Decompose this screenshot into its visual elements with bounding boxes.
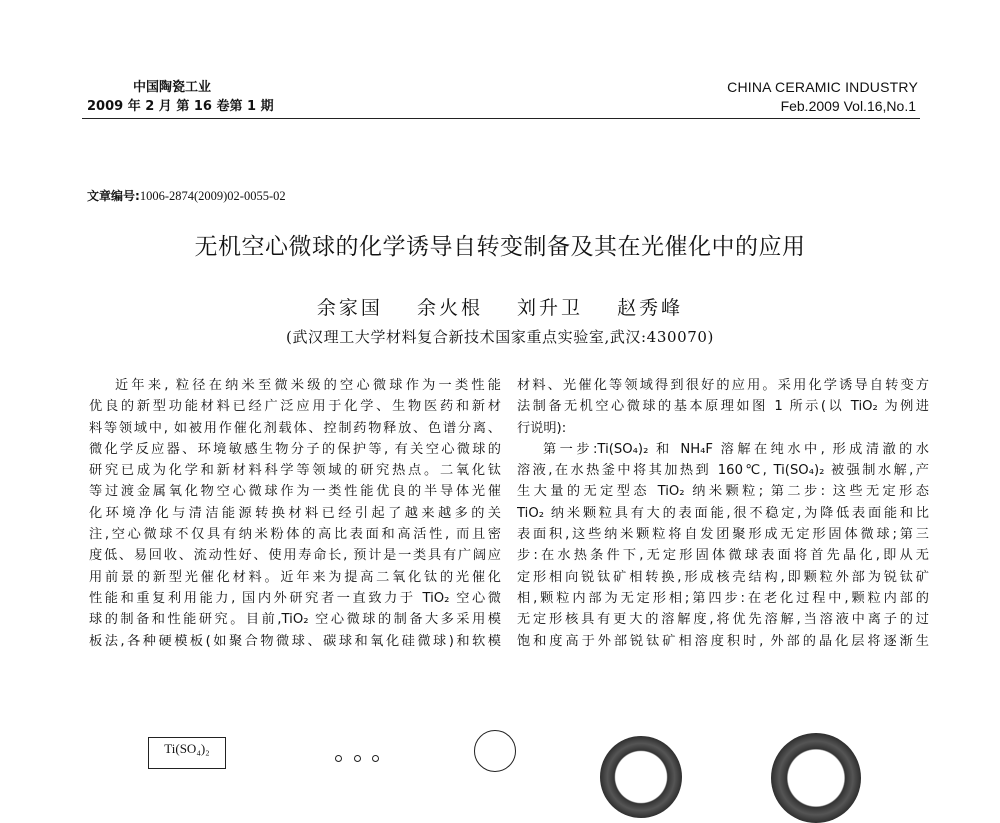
author-list (0, 293, 1000, 320)
affiliation: (武汉理工大学材料复合新技术国家重点实验室,武汉:430070) (286, 328, 714, 346)
body-column-right (517, 375, 929, 652)
body-column-left (89, 375, 501, 652)
text-line: 化环境净化与清洁能源转换材料已经引起了越来越多的关 (89, 505, 501, 521)
text-line: 等过渡金属氧化物空心微球作为一类性能优良的半导体光催 (89, 484, 501, 500)
article-title: 无机空心微球的化学诱导自转变制备及其在光催化中的应用 (194, 234, 806, 260)
text-line: 第一步:Ti(SO₄)₂ 和 NH₄F 溶解在纯水中, 形成清澈的水 (543, 441, 929, 457)
text-line: 用前景的新型光催化材料。近年来为提高二氧化钛的光催化 (89, 569, 501, 585)
text-line: 近年来, 粒径在纳米至微米级的空心微球作为一类性能 (115, 378, 501, 393)
nanoparticle-icon (372, 755, 379, 762)
text-line: TiO₂ 纳米颗粒具有大的表面能,很不稳定,为降低表面能和比 (517, 505, 929, 521)
text-line: 研究已成为化学和新材料科学等领域的研究热点。二氧化钛 (89, 463, 501, 479)
reactant-box: Ti(SO₄)₂ (148, 737, 226, 769)
journal-name-cn: 中国陶瓷工业 (133, 80, 212, 95)
article-number-label: 文章编号: (87, 189, 140, 203)
text-line: 法制备无机空心微球的基本原理如图 1 所示(以 TiO₂ 为例进 (517, 399, 929, 415)
journal-name-en: CHINA CERAMIC INDUSTRY (727, 79, 918, 95)
text-line: 溶液,在水热釜中将其加热到 160℃, Ti(SO₄)₂ 被强制水解,产 (517, 463, 929, 479)
nanoparticle-icon (354, 755, 361, 762)
issue-info-en: Feb.2009 Vol.16,No.1 (780, 98, 916, 114)
text-line: 材料、光催化等领域得到很好的应用。采用化学诱导自转变方 (517, 378, 929, 393)
author: 余火根 (416, 297, 483, 319)
journal-header-en (727, 78, 918, 116)
text-line: 无定形核具有更大的溶解度,将优先溶解,当溶液中离子的过 (517, 612, 929, 628)
text-line: 表面积,这些纳米颗粒将自发团聚形成无定形固体微球;第三 (517, 527, 929, 543)
text-line: 生大量的无定型态 TiO₂ 纳米颗粒; 第二步: 这些无定形态 (517, 484, 929, 500)
author: 余家国 (316, 297, 383, 319)
author: 刘升卫 (517, 297, 584, 319)
text-line: 料等领域中, 如被用作催化剂载体、控制药物释放、色谱分离、 (89, 420, 501, 436)
hollow-sphere-icon (771, 733, 861, 823)
text-line: 相,颗粒内部为无定形相;第四步:在老化过程中,颗粒内部的 (517, 590, 929, 606)
text-line: 步:在水热条件下,无定形固体微球表面将首先晶化,即从无 (517, 548, 929, 564)
text-line: 微化学反应器、环境敏感生物分子的保护等, 有关空心微球的 (89, 441, 501, 457)
text-line: 板法,各种硬模板(如聚合物微球、碳球和氧化硅微球)和软模 (89, 633, 501, 649)
text-line: 行说明): (517, 420, 567, 436)
text-line: 优良的新型功能材料已经广泛应用于化学、生物医药和新材 (89, 399, 501, 415)
text-line: 定形相向锐钛矿相转换,形成核壳结构,即颗粒外部为锐钛矿 (517, 569, 929, 585)
text-line: 注,空心微球不仅具有纳米粉体的高比表面和高活性, 而且密 (89, 527, 501, 543)
author: 赵秀峰 (617, 297, 684, 319)
header-rule (82, 118, 920, 119)
solid-microsphere-icon (474, 730, 516, 772)
article-number-value: 1006-2874(2009)02-0055-02 (139, 189, 286, 203)
text-line: 度低、易回收、流动性好、使用寿命长, 预计是一类具有广阔应 (89, 548, 501, 564)
issue-info-cn: 2009 年 2 月 第 16 卷第 1 期 (87, 99, 274, 114)
text-line: 球的制备和性能研究。目前,TiO₂ 空心微球的制备大多采用模 (89, 612, 501, 628)
core-shell-sphere-icon (600, 736, 682, 818)
nanoparticle-icon (335, 755, 342, 762)
text-line: 性能和重复利用能力, 国内外研究者一直致力于 TiO₂ 空心微 (89, 590, 501, 606)
article-number (87, 187, 286, 204)
journal-header-cn (87, 78, 274, 116)
text-line: 饱和度高于外部锐钛矿相溶度积时, 外部的晶化层将逐渐生 (517, 633, 929, 649)
